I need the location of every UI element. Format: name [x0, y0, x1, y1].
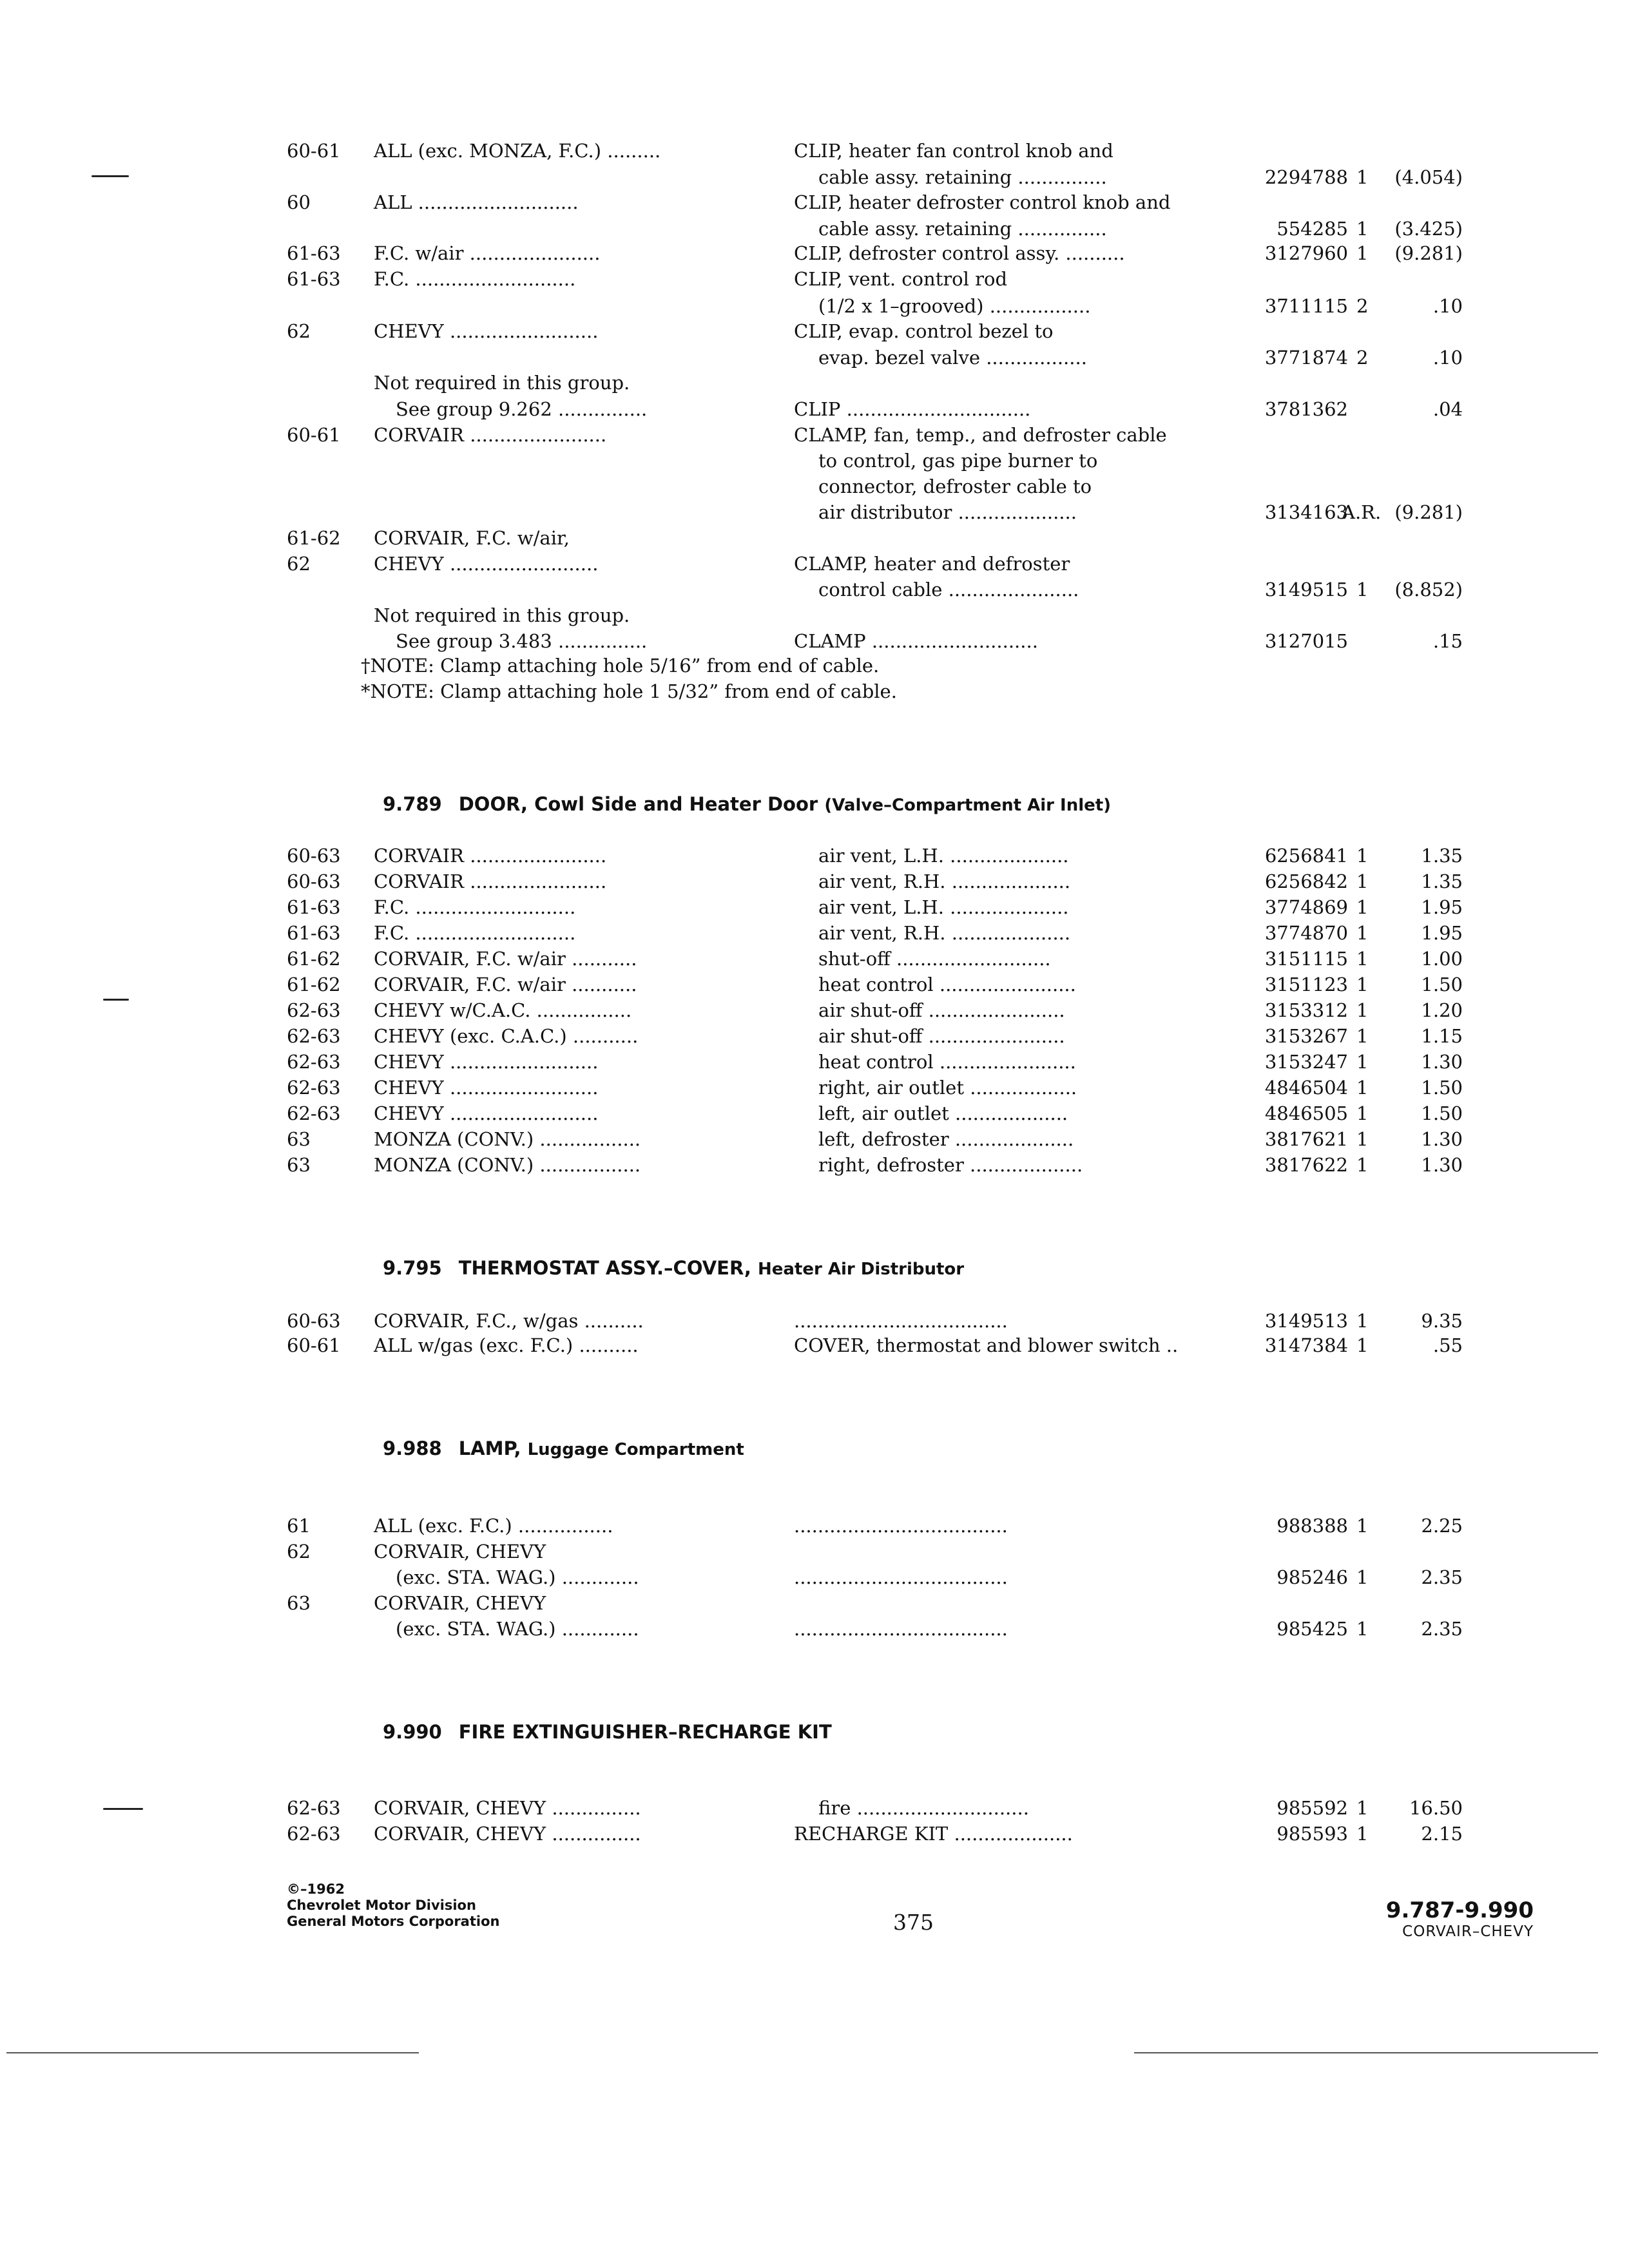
table-row: [0, 1332, 1629, 1358]
section-title: FIRE EXTINGUISHER–RECHARGE KIT: [458, 1721, 832, 1743]
table-row: [0, 1152, 1629, 1178]
bottom-rule: [1134, 2052, 1598, 2053]
part-number: 3774870: [1264, 922, 1348, 944]
section-title: DOOR, Cowl Side and Heater Door: [458, 793, 818, 815]
section-number: 9.795: [383, 1257, 442, 1279]
quantity: 1: [1356, 1618, 1369, 1640]
section-number: 9.988: [383, 1437, 442, 1459]
part-description: connector, defroster cable to: [818, 476, 1092, 497]
price: .15: [1432, 630, 1463, 652]
model-year: 62-63: [287, 1051, 341, 1073]
table-row: [0, 396, 1629, 422]
price: 1.30: [1421, 1154, 1463, 1176]
part-number: 3774869: [1264, 896, 1348, 918]
quantity: 1: [1356, 1077, 1369, 1099]
quantity: 1: [1356, 1154, 1369, 1176]
part-number: 3153312: [1264, 999, 1348, 1021]
model-application: Not required in this group.: [374, 604, 630, 626]
part-description: to control, gas pipe burner to: [818, 450, 1098, 472]
price: 2.35: [1421, 1618, 1463, 1640]
quantity: 1: [1356, 242, 1369, 264]
table-row: [0, 216, 1629, 242]
table-row: [0, 138, 1629, 164]
table-row: [0, 1126, 1629, 1152]
part-description: left, air outlet ...................: [818, 1102, 1068, 1124]
model-year: 62-63: [287, 1823, 341, 1845]
footnote: †NOTE: Clamp attaching hole 5/16” from end of cable.: [361, 655, 880, 677]
table-row: [0, 869, 1629, 894]
table-row: [0, 1616, 1629, 1642]
part-description: RECHARGE KIT ....................: [794, 1823, 1073, 1845]
model-application: ALL (exc. MONZA, F.C.) .........: [374, 140, 661, 162]
table-row: [0, 164, 1629, 190]
quantity: 1: [1356, 870, 1369, 892]
part-number: 4846505: [1264, 1102, 1348, 1124]
punch-mark: [103, 999, 129, 1001]
quantity: 1: [1356, 1128, 1369, 1150]
part-description: CLIP, heater fan control knob and: [794, 140, 1113, 162]
price: 2.25: [1421, 1515, 1463, 1537]
footer-publisher: [287, 1881, 499, 1930]
table-row: [0, 1075, 1629, 1100]
bottom-rule: [6, 2052, 419, 2053]
footer-division: Chevrolet Motor Division: [287, 1898, 476, 1913]
model-application: Not required in this group.: [374, 372, 630, 394]
part-description: (1/2 x 1–grooved) .................: [818, 295, 1091, 317]
model-year: 60-61: [287, 140, 341, 162]
table-row: [0, 946, 1629, 972]
price: 1.50: [1421, 1102, 1463, 1124]
model-application: CORVAIR .......................: [374, 870, 607, 892]
model-application: ALL ...........................: [374, 191, 579, 213]
part-number: 3127960: [1264, 242, 1348, 264]
section-subtitle: (Valve–Compartment Air Inlet): [824, 796, 1112, 815]
part-number: 3781362: [1264, 398, 1348, 420]
model-application: See group 9.262 ...............: [396, 398, 648, 420]
model-application: CORVAIR, CHEVY ...............: [374, 1797, 641, 1819]
part-description: CLIP, heater defroster control knob and: [794, 191, 1171, 213]
table-row: [0, 628, 1629, 654]
model-application: See group 3.483 ...............: [396, 630, 648, 652]
model-application: MONZA (CONV.) .................: [374, 1128, 641, 1150]
part-description: air shut-off .......................: [818, 1025, 1065, 1047]
model-year: 62-63: [287, 1797, 341, 1819]
section-title: LAMP,: [458, 1437, 521, 1459]
section-heading: [383, 791, 1111, 818]
table-row: [0, 189, 1629, 215]
part-number: 3147384: [1264, 1334, 1348, 1356]
quantity: 1: [1356, 1797, 1369, 1819]
model-year: 62: [287, 320, 311, 342]
part-number: 3149515: [1264, 579, 1348, 601]
part-description: CLIP, defroster control assy. ..........: [794, 242, 1125, 264]
table-row: [0, 448, 1629, 474]
section-heading: [383, 1255, 964, 1282]
part-description: air distributor ....................: [818, 501, 1077, 523]
price: .04: [1432, 398, 1463, 420]
quantity: 1: [1356, 1025, 1369, 1047]
table-row: [0, 1100, 1629, 1126]
quantity: 1: [1356, 1102, 1369, 1124]
model-year: 62-63: [287, 1077, 341, 1099]
model-year: 61-62: [287, 527, 341, 549]
part-number: 3151123: [1264, 974, 1348, 995]
part-description: cable assy. retaining ...............: [818, 166, 1107, 188]
section-title: THERMOSTAT ASSY.–COVER,: [458, 1257, 751, 1279]
price: 1.20: [1421, 999, 1463, 1021]
footer-copyright: ©–1962: [287, 1881, 345, 1897]
table-row: [0, 1513, 1629, 1539]
model-year: 60: [287, 191, 311, 213]
group-range: 9.787-9.990: [1385, 1898, 1534, 1923]
model-application: CHEVY .........................: [374, 1077, 599, 1099]
model-application: CORVAIR, CHEVY ...............: [374, 1823, 641, 1845]
price: (8.852): [1394, 579, 1463, 601]
model-application: CORVAIR .......................: [374, 845, 607, 867]
price: 9.35: [1421, 1310, 1463, 1332]
footer-group-info: [1347, 1898, 1534, 1941]
quantity: 1: [1356, 999, 1369, 1021]
part-description: CLAMP, heater and defroster: [794, 553, 1070, 575]
footnote: *NOTE: Clamp attaching hole 1 5/32” from end of cable.: [361, 680, 897, 702]
part-description: left, defroster ....................: [818, 1128, 1074, 1150]
model-application: CHEVY .........................: [374, 1051, 599, 1073]
table-row: [0, 1795, 1629, 1821]
part-description: shut-off ..........................: [818, 948, 1051, 970]
price: 1.35: [1421, 845, 1463, 867]
part-number: 985593: [1277, 1823, 1348, 1845]
price: 1.15: [1421, 1025, 1463, 1047]
price: 2.35: [1421, 1566, 1463, 1588]
model-year: 62: [287, 553, 311, 575]
part-description: right, defroster ...................: [818, 1154, 1083, 1176]
part-description: ....................................: [794, 1618, 1008, 1640]
price: .10: [1432, 347, 1463, 369]
model-application: CORVAIR, CHEVY: [374, 1541, 546, 1562]
model-application: CHEVY w/C.A.C. ................: [374, 999, 632, 1021]
part-description: ....................................: [794, 1566, 1008, 1588]
model-application: F.C. w/air ......................: [374, 242, 601, 264]
quantity: 2: [1356, 295, 1369, 317]
part-number: 3153267: [1264, 1025, 1348, 1047]
price: 1.95: [1421, 896, 1463, 918]
model-year: 61-63: [287, 242, 341, 264]
model-year: 61-63: [287, 268, 341, 290]
model-application: (exc. STA. WAG.) .............: [396, 1566, 639, 1588]
quantity: 1: [1356, 166, 1369, 188]
model-application: CORVAIR .......................: [374, 424, 607, 446]
footer-corporation: General Motors Corporation: [287, 1914, 500, 1929]
part-number: 3149513: [1264, 1310, 1348, 1332]
model-year: 61-62: [287, 948, 341, 970]
table-row: [0, 920, 1629, 946]
price: (3.425): [1394, 218, 1463, 240]
price: 1.00: [1421, 948, 1463, 970]
price: 2.15: [1421, 1823, 1463, 1845]
model-year: 62-63: [287, 1025, 341, 1047]
section-heading: [383, 1719, 832, 1746]
quantity: 1: [1356, 579, 1369, 601]
page-number: 375: [893, 1910, 934, 1935]
table-row: [0, 345, 1629, 370]
part-number: 3817622: [1264, 1154, 1348, 1176]
model-year: 63: [287, 1592, 311, 1614]
section-subtitle: Heater Air Distributor: [757, 1260, 965, 1279]
part-number: 6256842: [1264, 870, 1348, 892]
part-description: right, air outlet ..................: [818, 1077, 1077, 1099]
table-row: [0, 1539, 1629, 1564]
part-description: CLIP, vent. control rod: [794, 268, 1008, 290]
part-description: fire .............................: [818, 1797, 1029, 1819]
table-row: [0, 1564, 1629, 1590]
section-subtitle: Luggage Compartment: [527, 1440, 744, 1459]
part-description: CLAMP, fan, temp., and defroster cable: [794, 424, 1167, 446]
part-description: air vent, R.H. ....................: [818, 922, 1071, 944]
part-number: 2294788: [1264, 166, 1348, 188]
quantity: 1: [1356, 1334, 1369, 1356]
quantity: 1: [1356, 845, 1369, 867]
table-row: [0, 525, 1629, 551]
model-application: CHEVY .........................: [374, 320, 599, 342]
quantity: 1: [1356, 974, 1369, 995]
price: 1.30: [1421, 1128, 1463, 1150]
part-description: air shut-off .......................: [818, 999, 1065, 1021]
part-description: CLIP, evap. control bezel to: [794, 320, 1054, 342]
model-application: (exc. STA. WAG.) .............: [396, 1618, 639, 1640]
part-number: 6256841: [1264, 845, 1348, 867]
model-application: F.C. ...........................: [374, 268, 576, 290]
model-year: 61-63: [287, 896, 341, 918]
part-description: air vent, L.H. ....................: [818, 845, 1069, 867]
quantity: 1: [1356, 948, 1369, 970]
punch-mark: [92, 175, 129, 177]
quantity: 1: [1356, 896, 1369, 918]
table-row: [0, 894, 1629, 920]
part-description: heat control .......................: [818, 1051, 1076, 1073]
quantity: 1: [1356, 1823, 1369, 1845]
part-number: 985592: [1277, 1797, 1348, 1819]
price: (4.054): [1394, 166, 1463, 188]
part-number: 3151115: [1264, 948, 1348, 970]
table-row: [0, 370, 1629, 396]
model-year: 61-62: [287, 974, 341, 995]
table-row: [0, 1821, 1629, 1847]
price: 1.50: [1421, 974, 1463, 995]
table-row: [0, 1308, 1629, 1334]
price: 1.95: [1421, 922, 1463, 944]
table-row: [0, 577, 1629, 602]
model-year: 60-63: [287, 845, 341, 867]
table-row: [0, 972, 1629, 997]
model-year: 62: [287, 1541, 311, 1562]
model-application: MONZA (CONV.) .................: [374, 1154, 641, 1176]
quantity: A.R.: [1342, 501, 1382, 523]
punch-mark: [103, 1808, 143, 1810]
model-application: ALL w/gas (exc. F.C.) ..........: [374, 1334, 639, 1356]
model-year: 63: [287, 1128, 311, 1150]
table-row: [0, 266, 1629, 292]
price: 16.50: [1409, 1797, 1463, 1819]
part-description: CLAMP ............................: [794, 630, 1038, 652]
part-description: ....................................: [794, 1515, 1008, 1537]
section-heading: [383, 1436, 744, 1463]
table-row: [0, 602, 1629, 628]
table-row: [0, 293, 1629, 319]
model-year: 62-63: [287, 1102, 341, 1124]
model-application: CORVAIR, CHEVY: [374, 1592, 546, 1614]
part-description: control cable ......................: [818, 579, 1079, 601]
model-year: 60-63: [287, 870, 341, 892]
table-row: [0, 551, 1629, 577]
price: .55: [1432, 1334, 1463, 1356]
table-row: [0, 240, 1629, 266]
model-application: CHEVY .........................: [374, 553, 599, 575]
table-row: [0, 1023, 1629, 1049]
table-row: [0, 1049, 1629, 1075]
model-application: CHEVY .........................: [374, 1102, 599, 1124]
section-number: 9.990: [383, 1721, 442, 1743]
model-application: CORVAIR, F.C. w/air,: [374, 527, 570, 549]
model-year: 61: [287, 1515, 311, 1537]
part-number: 985246: [1277, 1566, 1348, 1588]
part-description: COVER, thermostat and blower switch ..: [794, 1334, 1179, 1356]
part-number: 3771874: [1264, 347, 1348, 369]
part-number: 3127015: [1264, 630, 1348, 652]
model-application: F.C. ...........................: [374, 896, 576, 918]
part-description: ....................................: [794, 1310, 1008, 1332]
part-number: 3711115: [1264, 295, 1348, 317]
model-application: CORVAIR, F.C. w/air ...........: [374, 974, 637, 995]
quantity: 1: [1356, 1051, 1369, 1073]
table-row: [0, 474, 1629, 499]
part-number: 988388: [1277, 1515, 1348, 1537]
quantity: 1: [1356, 1310, 1369, 1332]
part-description: CLIP ...............................: [794, 398, 1031, 420]
price: 1.30: [1421, 1051, 1463, 1073]
model-year: 60-63: [287, 1310, 341, 1332]
part-description: air vent, R.H. ....................: [818, 870, 1071, 892]
part-number: 3817621: [1264, 1128, 1348, 1150]
quantity: 1: [1356, 1566, 1369, 1588]
part-number: 554285: [1277, 218, 1348, 240]
model-application: ALL (exc. F.C.) ................: [374, 1515, 613, 1537]
model-year: 61-63: [287, 922, 341, 944]
part-description: air vent, L.H. ....................: [818, 896, 1069, 918]
model-application: CORVAIR, F.C. w/air ...........: [374, 948, 637, 970]
quantity: 1: [1356, 922, 1369, 944]
model-application: F.C. ...........................: [374, 922, 576, 944]
quantity: 2: [1356, 347, 1369, 369]
table-row: [0, 318, 1629, 344]
part-description: cable assy. retaining ...............: [818, 218, 1107, 240]
part-number: 3153247: [1264, 1051, 1348, 1073]
model-year: 62-63: [287, 999, 341, 1021]
model-application: CORVAIR, F.C., w/gas ..........: [374, 1310, 644, 1332]
model-year: 63: [287, 1154, 311, 1176]
price: (9.281): [1394, 501, 1463, 523]
model-year: 60-61: [287, 1334, 341, 1356]
vehicle-make: CORVAIR–CHEVY: [1402, 1923, 1534, 1940]
price: .10: [1432, 295, 1463, 317]
table-row: [0, 997, 1629, 1023]
part-number: 985425: [1277, 1618, 1348, 1640]
table-row: [0, 1590, 1629, 1616]
quantity: 1: [1356, 218, 1369, 240]
section-number: 9.789: [383, 793, 442, 815]
part-description: evap. bezel valve .................: [818, 347, 1087, 369]
price: (9.281): [1394, 242, 1463, 264]
part-number: 4846504: [1264, 1077, 1348, 1099]
part-description: heat control .......................: [818, 974, 1076, 995]
part-number: 3134163: [1264, 501, 1348, 523]
table-row: [0, 422, 1629, 448]
model-application: CHEVY (exc. C.A.C.) ...........: [374, 1025, 639, 1047]
quantity: 1: [1356, 1515, 1369, 1537]
price: 1.35: [1421, 870, 1463, 892]
price: 1.50: [1421, 1077, 1463, 1099]
model-year: 60-61: [287, 424, 341, 446]
table-row: [0, 843, 1629, 869]
table-row: [0, 499, 1629, 525]
